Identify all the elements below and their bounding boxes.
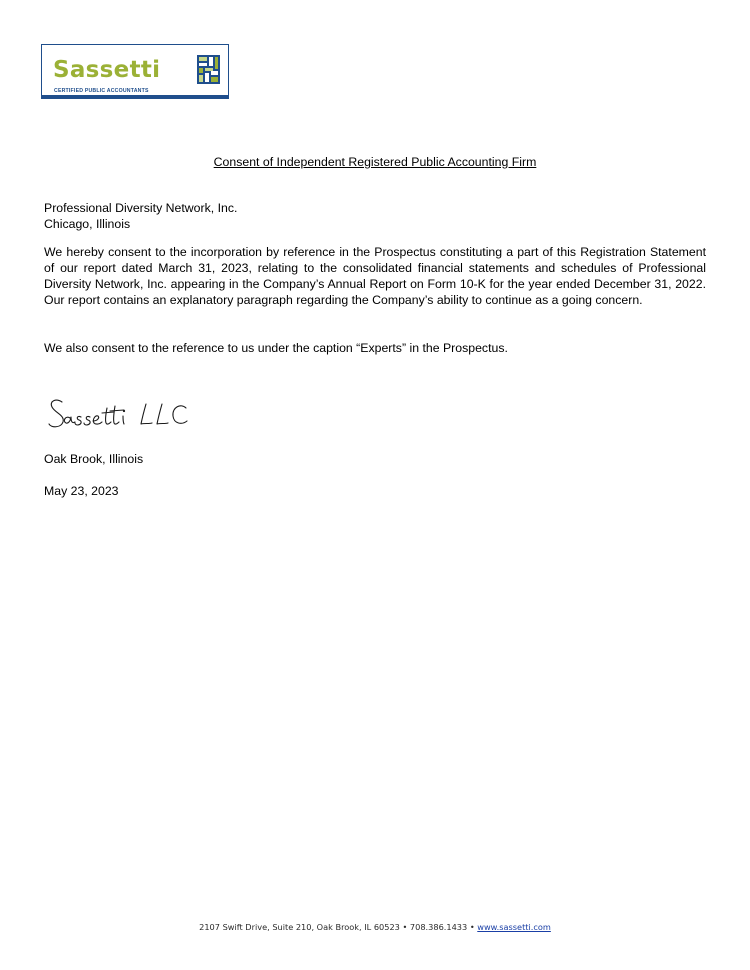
logo-wordmark: Sassetti	[53, 57, 161, 83]
experts-paragraph: We also consent to the reference to us under the caption “Experts” in the Prospectus.	[44, 341, 508, 355]
footer-separator: •	[402, 922, 408, 932]
footer-phone: 708.386.1433	[409, 922, 468, 932]
footer-website-link[interactable]: www.sassetti.com	[477, 922, 551, 932]
logo-mark-icon	[197, 55, 220, 84]
logo-tagline: CERTIFIED PUBLIC ACCOUNTANTS	[54, 88, 149, 94]
footer-address: 2107 Swift Drive, Suite 210, Oak Brook, IL 60523	[199, 922, 400, 932]
signature	[46, 394, 206, 434]
document-date: May 23, 2023	[44, 484, 119, 498]
letterhead-logo	[41, 44, 229, 99]
footer	[0, 922, 750, 932]
addressee-name: Professional Diversity Network, Inc.	[44, 201, 238, 215]
logo-rule	[42, 95, 228, 98]
consent-paragraph: We hereby consent to the incorporation by reference in the Prospectus constituting a part of this Registration Statement of our report dated March 31, 2023, relating to the consolidated financial statements and schedules of Professional Diversity Network, Inc. appearing in the Company’s Annual Report on Form 10-K for the year ended December 31, 2022. Our report contains an explanatory paragraph regarding the Company’s ability to continue as a going concern.	[44, 245, 706, 307]
signer-location: Oak Brook, Illinois	[44, 452, 144, 466]
addressee-block	[44, 200, 706, 232]
footer-separator: •	[469, 922, 475, 932]
addressee-location: Chicago, Illinois	[44, 217, 131, 231]
document-title: Consent of Independent Registered Public Accounting Firm	[213, 155, 537, 169]
